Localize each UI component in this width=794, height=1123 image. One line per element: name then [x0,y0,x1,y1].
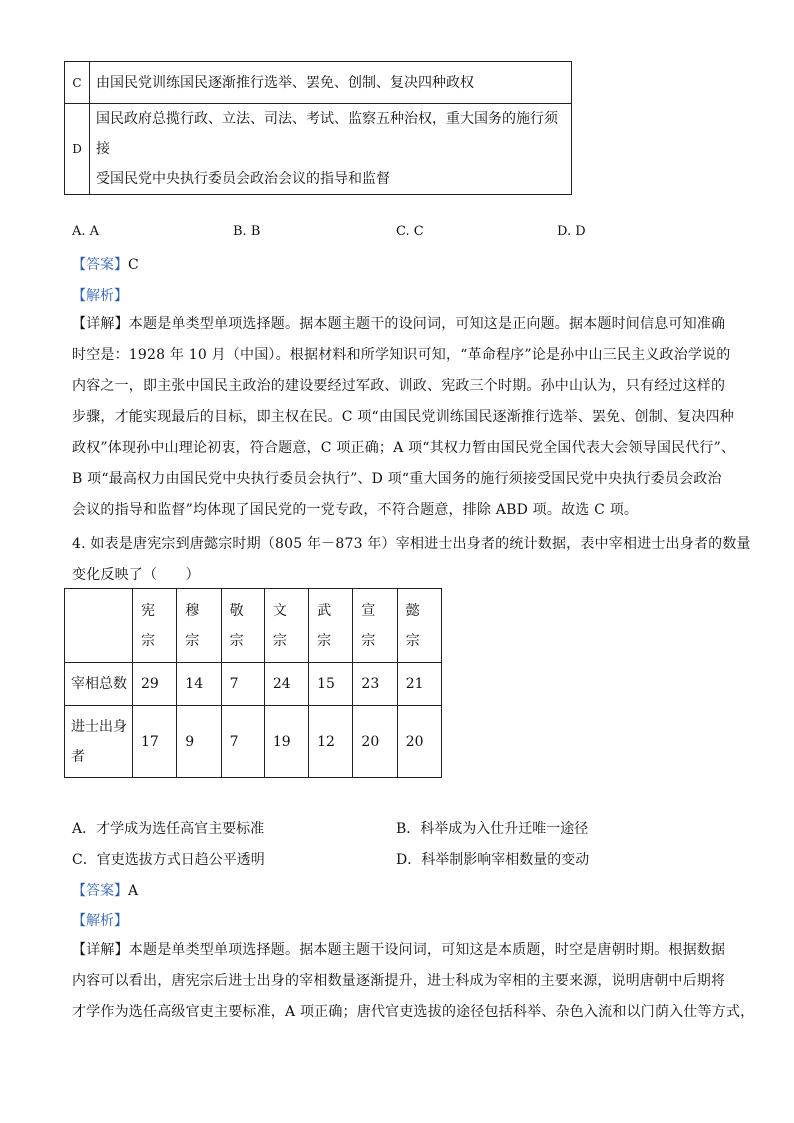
options-table [64,61,572,195]
header-char: 宗 [229,632,244,649]
row-header: 宰相总数 [65,663,133,706]
answer-value: A [128,883,139,899]
row-header [65,706,133,778]
header-cell [264,589,308,663]
answer-value: C [128,257,139,273]
detail-line: 【详解】本题是单类型单项选择题。据本题主题干设问词，可知这是本质题，时空是唐朝时期。根据数据 [72,942,726,958]
detail-line: 内容可以看出，唐宪宗后进士出身的宰相数量逐渐提升，进士科成为宰相的主要来源，说明唐朝中后期将 [72,973,726,989]
header-cell [353,589,397,663]
question-stem [72,529,762,591]
header-cell [177,589,221,663]
option-d: D. D [557,224,586,239]
table-cell: 23 [353,663,397,706]
table-cell: 14 [177,663,221,706]
answer-line [72,254,139,274]
table-cell: 7 [221,706,264,778]
table-cell: 24 [264,663,308,706]
detail-line: 【详解】本题是单类型单项选择题。据本题主题干的设问词，可知这是正向题。据本题时间信息可知准确 [72,316,726,332]
row-text-line: 国民政府总揽行政、立法、司法、考试、监察五种治权，重大国务的施行须接 [96,111,558,157]
header-char: 宗 [185,632,200,649]
row-text [90,62,572,104]
detail-line: 内容之一，即主张中国民主政治的建设要经过军政、训政、宪政三个时期。孙中山认为，只有经过这样的 [72,378,726,394]
header-char: 武 [317,602,332,619]
table-cell: 12 [309,706,353,778]
detail-line: 时空是：1928 年 10 月（中国）。根据材料和所学知识可知，“革命程序”论是孙中山三民主义政治学说的 [72,347,731,363]
option-c: C. C [396,224,424,239]
table-cell: 20 [397,706,441,778]
table-cell: 21 [397,663,441,706]
stem-line: 变化反映了（ ） [72,567,200,583]
option-a: A．才学成为选任高官主要标准 [72,821,265,837]
detail-line: 步骤，才能实现最后的目标，即主权在民。C 项“由国民党训练国民逐渐推行选举、罢免、创制、复决四种 [72,409,734,425]
header-char: 懿 [405,602,420,619]
option-d: D．科举制影响宰相数量的变动 [396,852,590,868]
table-row [65,706,442,778]
header-char: 敬 [229,602,244,619]
header-char: 穆 [185,602,200,619]
option-b: B. B [233,224,261,239]
option-c: C．官吏选拔方式日趋公平透明 [72,852,265,868]
header-char: 宗 [272,632,287,649]
row-header-line: 进士出身 [71,718,127,735]
table-row [65,104,572,195]
detail-line: B 项“最高权力由国民党中央执行委员会执行”、D 项“重大国务的施行须接受国民党中央执行委员会政治 [72,471,722,487]
header-cell [133,589,177,663]
analysis-tag: 【解析】 [72,913,128,929]
table-cell: 19 [264,706,308,778]
header-char: 文 [272,602,287,619]
header-cell [221,589,264,663]
table-row [65,663,442,706]
header-char: 宗 [317,632,332,649]
table-row [65,62,572,104]
row-label: D [65,104,90,195]
answer-line [72,880,138,900]
header-cell [309,589,353,663]
option-b: B．科举成为入仕升迁唯一途径 [396,821,589,837]
answer-tag: 【答案】 [72,883,128,899]
option-a: A. A [72,224,100,239]
data-table [64,588,442,778]
detail-paragraph [72,309,752,526]
table-cell: 9 [177,706,221,778]
table-header-row [65,589,442,663]
row-text [90,104,572,195]
table-cell: 29 [133,663,177,706]
row-text-line: 受国民党中央执行委员会政治会议的指导和监督 [96,171,390,187]
stem-line: 4. 如表是唐宪宗到唐懿宗时期（805 年－873 年）宰相进士出身者的统计数据，表中宰相进士出身者的数量 [72,536,751,552]
header-char: 宗 [141,632,155,649]
table-cell: 15 [309,663,353,706]
detail-paragraph [72,935,762,1028]
row-label: C [65,62,90,104]
detail-line: 才学作为选任高级官吏主要标准，A 项正确；唐代官吏选拔的途径包括科举、杂色入流和以门荫入仕等方式， [72,1004,755,1020]
header-cell [397,589,441,663]
corner-cell [65,589,133,663]
table-cell: 17 [133,706,177,778]
header-char: 宗 [405,632,420,649]
detail-line: 政权”体现孙中山理论初衷，符合题意，C 项正确；A 项“其权力暂由国民党全国代表大会领导国民代行”、 [72,440,736,456]
row-header-line: 者 [71,748,85,765]
analysis-tag: 【解析】 [72,288,128,304]
table-cell: 20 [353,706,397,778]
header-char: 宗 [361,632,376,649]
answer-tag: 【答案】 [72,257,128,273]
detail-line: 会议的指导和监督”均体现了国民党的一党专政，不符合题意，排除 ABD 项。故选 C 项。 [72,502,639,518]
header-char: 宪 [141,602,155,619]
table-cell: 7 [221,663,264,706]
row-text-line: 由国民党训练国民逐渐推行选举、罢免、创制、复决四种政权 [96,74,474,91]
header-char: 宣 [361,602,376,619]
